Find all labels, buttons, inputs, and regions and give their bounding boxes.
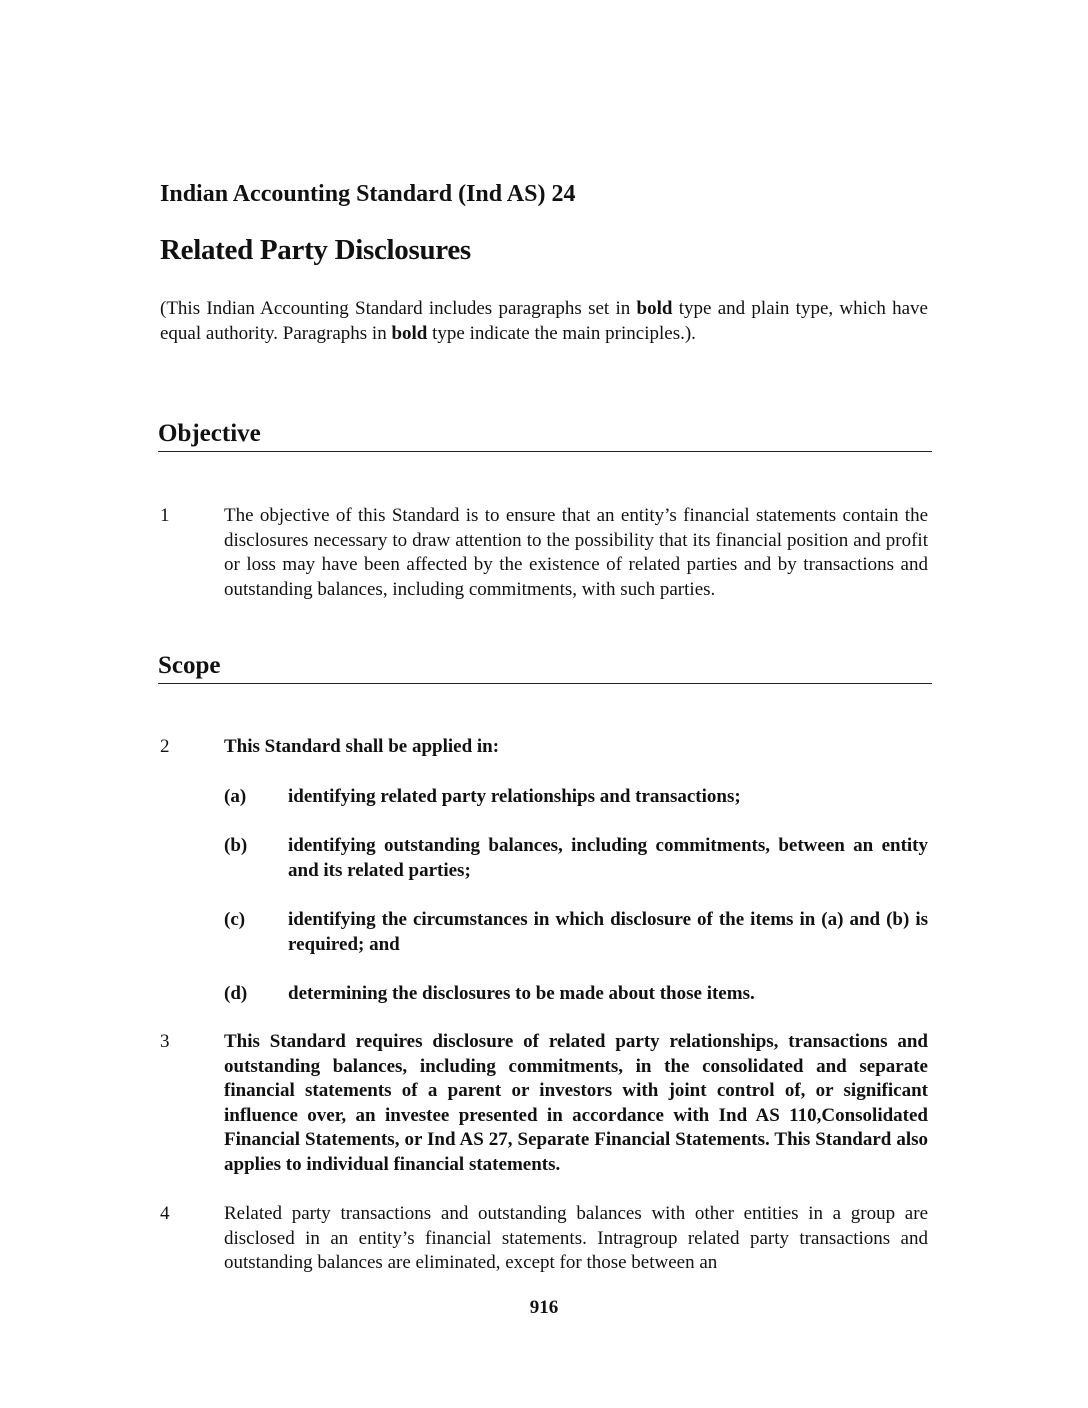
list-item-a bbox=[224, 785, 928, 810]
paragraph-number: 2 bbox=[160, 736, 170, 757]
intro-bold-2: bold bbox=[391, 323, 428, 344]
list-item-text: identifying related party relationships and transactions; bbox=[288, 786, 741, 807]
paragraph-text: Related party transactions and outstanding balances with other entities in a group are disclosed in an entity’s financial statements. Intragroup related party transactions and outstanding balances are eliminated, except for those between an bbox=[224, 1203, 928, 1273]
intro-text-1: (This Indian Accounting Standard includes paragraphs set in bbox=[160, 298, 637, 319]
paragraph-3 bbox=[160, 1030, 928, 1180]
page-number: 916 bbox=[529, 1297, 559, 1318]
section-heading-objective: Objective bbox=[158, 420, 932, 452]
page-title: Related Party Disclosures bbox=[160, 234, 471, 266]
list-item-d bbox=[224, 982, 928, 1007]
list-item-label: (d) bbox=[224, 983, 248, 1004]
list-item-label: (c) bbox=[224, 909, 246, 930]
paragraph-number: 1 bbox=[160, 505, 170, 526]
paragraph-text: This Standard requires disclosure of related party relationships, transactions and outstanding balances, including commitments, in the consolidated and separate financial statements of a parent or investors with joint control of, or significant influence over, an investee presented in accordance with Ind AS 110,Consolidated Financial Statements, or Ind AS 27, Separate Financial Statements. This Standard also applies to individual financial statements. bbox=[224, 1031, 928, 1175]
intro-note bbox=[160, 296, 928, 346]
paragraph-4 bbox=[160, 1202, 928, 1277]
paragraph-text: The objective of this Standard is to ensure that an entity’s financial statements contain the disclosures necessary to draw attention to the possibility that its financial position and profit or loss may have been affected by the existence of related parties and by transactions and outstanding balances, including commitments, with such parties. bbox=[224, 505, 928, 600]
paragraph-1 bbox=[160, 504, 928, 629]
list-item-b bbox=[224, 834, 928, 884]
list-item-label: (a) bbox=[224, 786, 247, 807]
paragraph-text: This Standard shall be applied in: bbox=[224, 736, 500, 757]
intro-bold-1: bold bbox=[636, 298, 673, 319]
intro-text-3: type indicate the main principles.). bbox=[427, 323, 696, 344]
list-item-label: (b) bbox=[224, 835, 248, 856]
list-item-text: identifying the circumstances in which disclosure of the items in (a) and (b) is required; and bbox=[288, 909, 928, 955]
paragraph-2 bbox=[160, 735, 928, 760]
paragraph-number: 3 bbox=[160, 1031, 170, 1052]
standard-heading: Indian Accounting Standard (Ind AS) 24 bbox=[160, 181, 576, 207]
list-item-text: determining the disclosures to be made about those items. bbox=[288, 983, 755, 1004]
list-item-text: identifying outstanding balances, including commitments, between an entity and its related parties; bbox=[288, 835, 928, 881]
list-item-c bbox=[224, 908, 928, 958]
intro-text-2: type and plain type, which have equal authority. Paragraphs in bbox=[160, 298, 928, 344]
section-heading-scope: Scope bbox=[158, 652, 932, 684]
paragraph-number: 4 bbox=[160, 1203, 170, 1224]
